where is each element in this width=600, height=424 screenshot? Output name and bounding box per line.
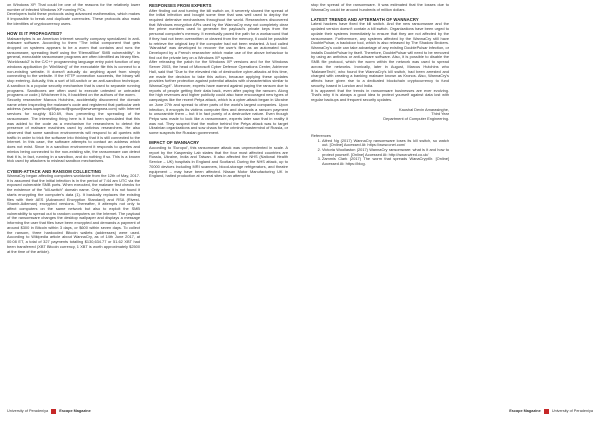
- reference-item: 1. Alfred Ng (2017) WannaCry ransomware loses its kill switch, so watch out. [Online] Accessed At: https://www.cnet.com/: [322, 139, 449, 148]
- section-heading-latest-trends: LATEST TRENDS AND AFTERMATH OF WANNACRY: [311, 16, 419, 22]
- footer-left: [7, 407, 91, 415]
- paragraph: According to 'Europol', this ransomware attack was unprecedented in scale. A report by the Kaspersky Lab states that the four most affected countries are Russia, Ukraine, India and Taiwan. It also affected the NHS (National Health Service – UK) hospitals in England and Scotland. During the NHS attack, up to 70000 devices including MRI scanners, blood-storage refrigerators, and theatre equipment – may have been affected. Nissan Motor Manufacturing UK in England, halted production at several sites in an attempt to: [149, 144, 288, 179]
- paragraph: It is apparent that the trends in ransomware businesses are ever evolving. That's why it is always a good idea to protect yourself against data lost with regular backups and frequent security updates.: [311, 87, 449, 102]
- reference-item: 2. Victoria Woollaston (2017) WannaCry ransomware: what is it and how to protect yourself. [Online] Accessed At: http://www.wired.co.uk/: [322, 148, 449, 157]
- paragraph: Latest hackers have fixed the kill switch. And the new ransomware and the updated version doesn't contain a kill switch. Organizations have been urged to update their systems immediately to ensure that they are not affected by the ransomware. Furthermore, any systems affected by the WannaCry still have DoublePulsar, a backdoor tool, which is also released by The Shadow Brokers. WannaCry's code can take advantage of any existing DoublePulsar infection, or installs DoublePulsar by itself. Therefore, DoublePulsar will need to be removed by using an antivirus or anti-adware software. Also, it is possible to disable the SMB file protocol, which the worm within the network was used to spread across the networks. Ironically, later in August, Marcus Hutchins who 'MalwareTech', who found the WannaCry's kill switch, had been arrested and charged with creating a banking malware known as Kronos. Also, WannaCry's affects have given rise to a dedicated blockchain cryptocurrency to fund security, based in London and India.: [311, 21, 449, 88]
- reference-item: 3. Zammis Clark (2017) The worm that spreads WanaCrypt0r. [Online] Accessed At: https://blog.: [322, 157, 449, 166]
- paragraph: After finding out and turning the kill switch on, it severely slowed the spread of the initial infection and bought some time that was well used to deploy the required defensive mechanisms throughout the world. Researchers discovered that Windows encryption APIs used by the WannaCry may not completely clear the prime numbers used to generate the payload's private keys from the personal computer's memory. It eventually paved the path for a workaround that if they had not been overwritten or cleared from the memory, it could be possible to retrieve the original key if the computer had not been restarted. A tool called 'Wanakiwi' was developed to recover the user's files as an automated tool. Developed by a French researcher which make use of the above behaviour to find out the private key on a Windows XP system.: [149, 7, 288, 60]
- footer-magazine: Escape Magazine: [59, 409, 91, 413]
- paragraph: on Windows XP. That could be one of the reasons for the relatively lower number of infected Windows XP running PCs.: [7, 2, 140, 12]
- section-heading-impact: IMPACT OF WANNACRY: [149, 140, 200, 146]
- references: [311, 134, 449, 167]
- section-heading-cyber-attack: CYBER-ATTACK AND RANSOM COLLECTING: [7, 168, 102, 174]
- paragraph: After releasing the patch for the Windows XP versions and for the Windows Server 2003, the head of Microsoft Cyber Defence Operations Center, Adrienne Hall, said that "Due to the elevated risk of destructive cyber-attacks at this time, we made the decision to take this action, because applying these updates provides further protection against potential attacks with characteristics similar to WannaCrypt". Moreover, experts have warned against paying the ransom due to reports of people getting their data back, even after paying the ransom. Along the high revenues and higher publicity could also have encouraged new types of campaigns like the recent Petya attack, which is a cyber-attack began in Ukraine on June 27th and spread to other parts of the world's largest companies. Upon infection, it encrypts its victims computer files and demands a ransom payment to unscramble them – but it in fact purely of a destructive nature. Even though Petya was made to look like a ransomware, experts later saw that in reality it was not. They suspect that the motive behind the Petya attack was to target Ukrainian organizations and sow chaos for the criminal mastermind of Russia, or some suspects the Russian government.: [149, 59, 288, 136]
- footer-accent-icon: [544, 409, 549, 414]
- footer-university: University of Peradeniya: [551, 409, 593, 413]
- paragraph: Developers build these protocols using advanced mathematics, which makes it impossible to break and duplicate currencies. These protocols also mask the identities of cryptocurrency users.: [7, 11, 140, 26]
- references-title: References: [311, 132, 331, 138]
- footer-accent-icon: [51, 409, 56, 414]
- footer-university: University of Peradeniya: [7, 409, 49, 413]
- footer-magazine: Escape Magazine: [509, 409, 541, 413]
- paragraph: WannaCry began affecting computers worldwide from the 12th of May, 2017. It is assumed that the initial infection is in the period of 7:44 am UTC via the exposed vulnerable SMB ports. When executed, the malware first checks for the existence of the "kill-switch" domain name. Only when it is not found it starts encrypting the computer's data (1). It basically replaces the existing files with their AES (Advanced Encryption Standard) and RSA (Rivest-Shamir-Adleman) encrypted versions. Thereafter, it attempts not only to affect computers on the same network but also to exploit the SMB vulnerability to spread out to random computers on the Internet. The payload of the ransomware changes the desktop wallpaper and displays a message informing the user that files have been encrypted and demands a payment of around $300 in Bitcoin within 3 days, or $600 within seven days. To collect the ransom, three hardcoded Bitcoin wallets (addresses) were used. According to Wikipedia article about WannaCry, as of 14th June 2017, at 00:08 ET, a total of 327 payments totalling $130,634.77 or 51.62 XBT had been transferred (XBT Bitcoin currency, 1 XBT is worth approximately $2500 at the time of the article).: [7, 173, 140, 254]
- author-year: Third Year: [431, 111, 449, 117]
- section-heading-responses: RESPONSES FROM EXPERTS: [149, 3, 212, 8]
- section-heading-propagation: HOW IS IT PROPAGATED?: [7, 31, 62, 37]
- author-department: Department of Computer Engineering.: [383, 116, 449, 122]
- paragraph: Malwarebytes is an American Internet security company specialized in anti-malware software. According to them "The initial component that gets dropped on systems appears to be a worm that contains and runs the ransomware, spreading itself using the 'EternalBlue' SMB vulnerability". In general, executable ransomware programs are often identified as binary files. 'Worldcrack2' is the C/C++ programming language entry point function of any windows application (in 'WinMain()' of the executable file this is connect to a non-existing website. It doesn't actually do anything apart from simply connecting to the website. If the HTTP connection succeeds, the binary will stop entering. Actually, this a sort of kill-switch or an anti-sandbox technique. A sandbox is a popular security mechanism that is used to separate running programs. Sandboxes are often used to execute untested or untrusted programs or code.) Whichever it is, it backfired on the authors of the worm.: [7, 35, 141, 98]
- author-name: Kaushal Devin Amarasinghe,: [399, 106, 449, 112]
- column-3: [311, 3, 449, 167]
- column-1: [7, 3, 140, 254]
- paragraph: stop the spread of the ransomware. It was estimated that the losses due to WannaCry could be around hundreds of million dollars.: [311, 2, 449, 12]
- footer-right: [509, 407, 593, 415]
- author-signature: [311, 108, 449, 122]
- reference-list: [311, 139, 449, 167]
- paragraph: Security researcher Marcus Hutchins, accidentally discovered the domain name when inspecting the malware's code and registered that particular web address (www.iuqerfsodp9ifjaposdfjhgosurijfaewrwergwea.com) with Internet services for roughly $10.69, thus preventing the spreading of the ransomware. The interesting thing here is it had been speculated that this was added to the code as a mechanism for researchers to detect the presence of malware machines used by antivirus researchers. He also observed that some sandbox environments will respond to all queries with traffic in order to trick the software into thinking that it is still connected to the Internet. In this case, the software attempts to contact an address which does not exist. Since in a sandbox environment it responds to queries and mimics being connected to the non-existing site, the ransomware can detect that it is, in fact, running in a sandbox, and do nothing if so. This is a known trick used by attackers to mislead sandbox mechanisms.: [7, 96, 140, 164]
- column-2: [149, 3, 288, 179]
